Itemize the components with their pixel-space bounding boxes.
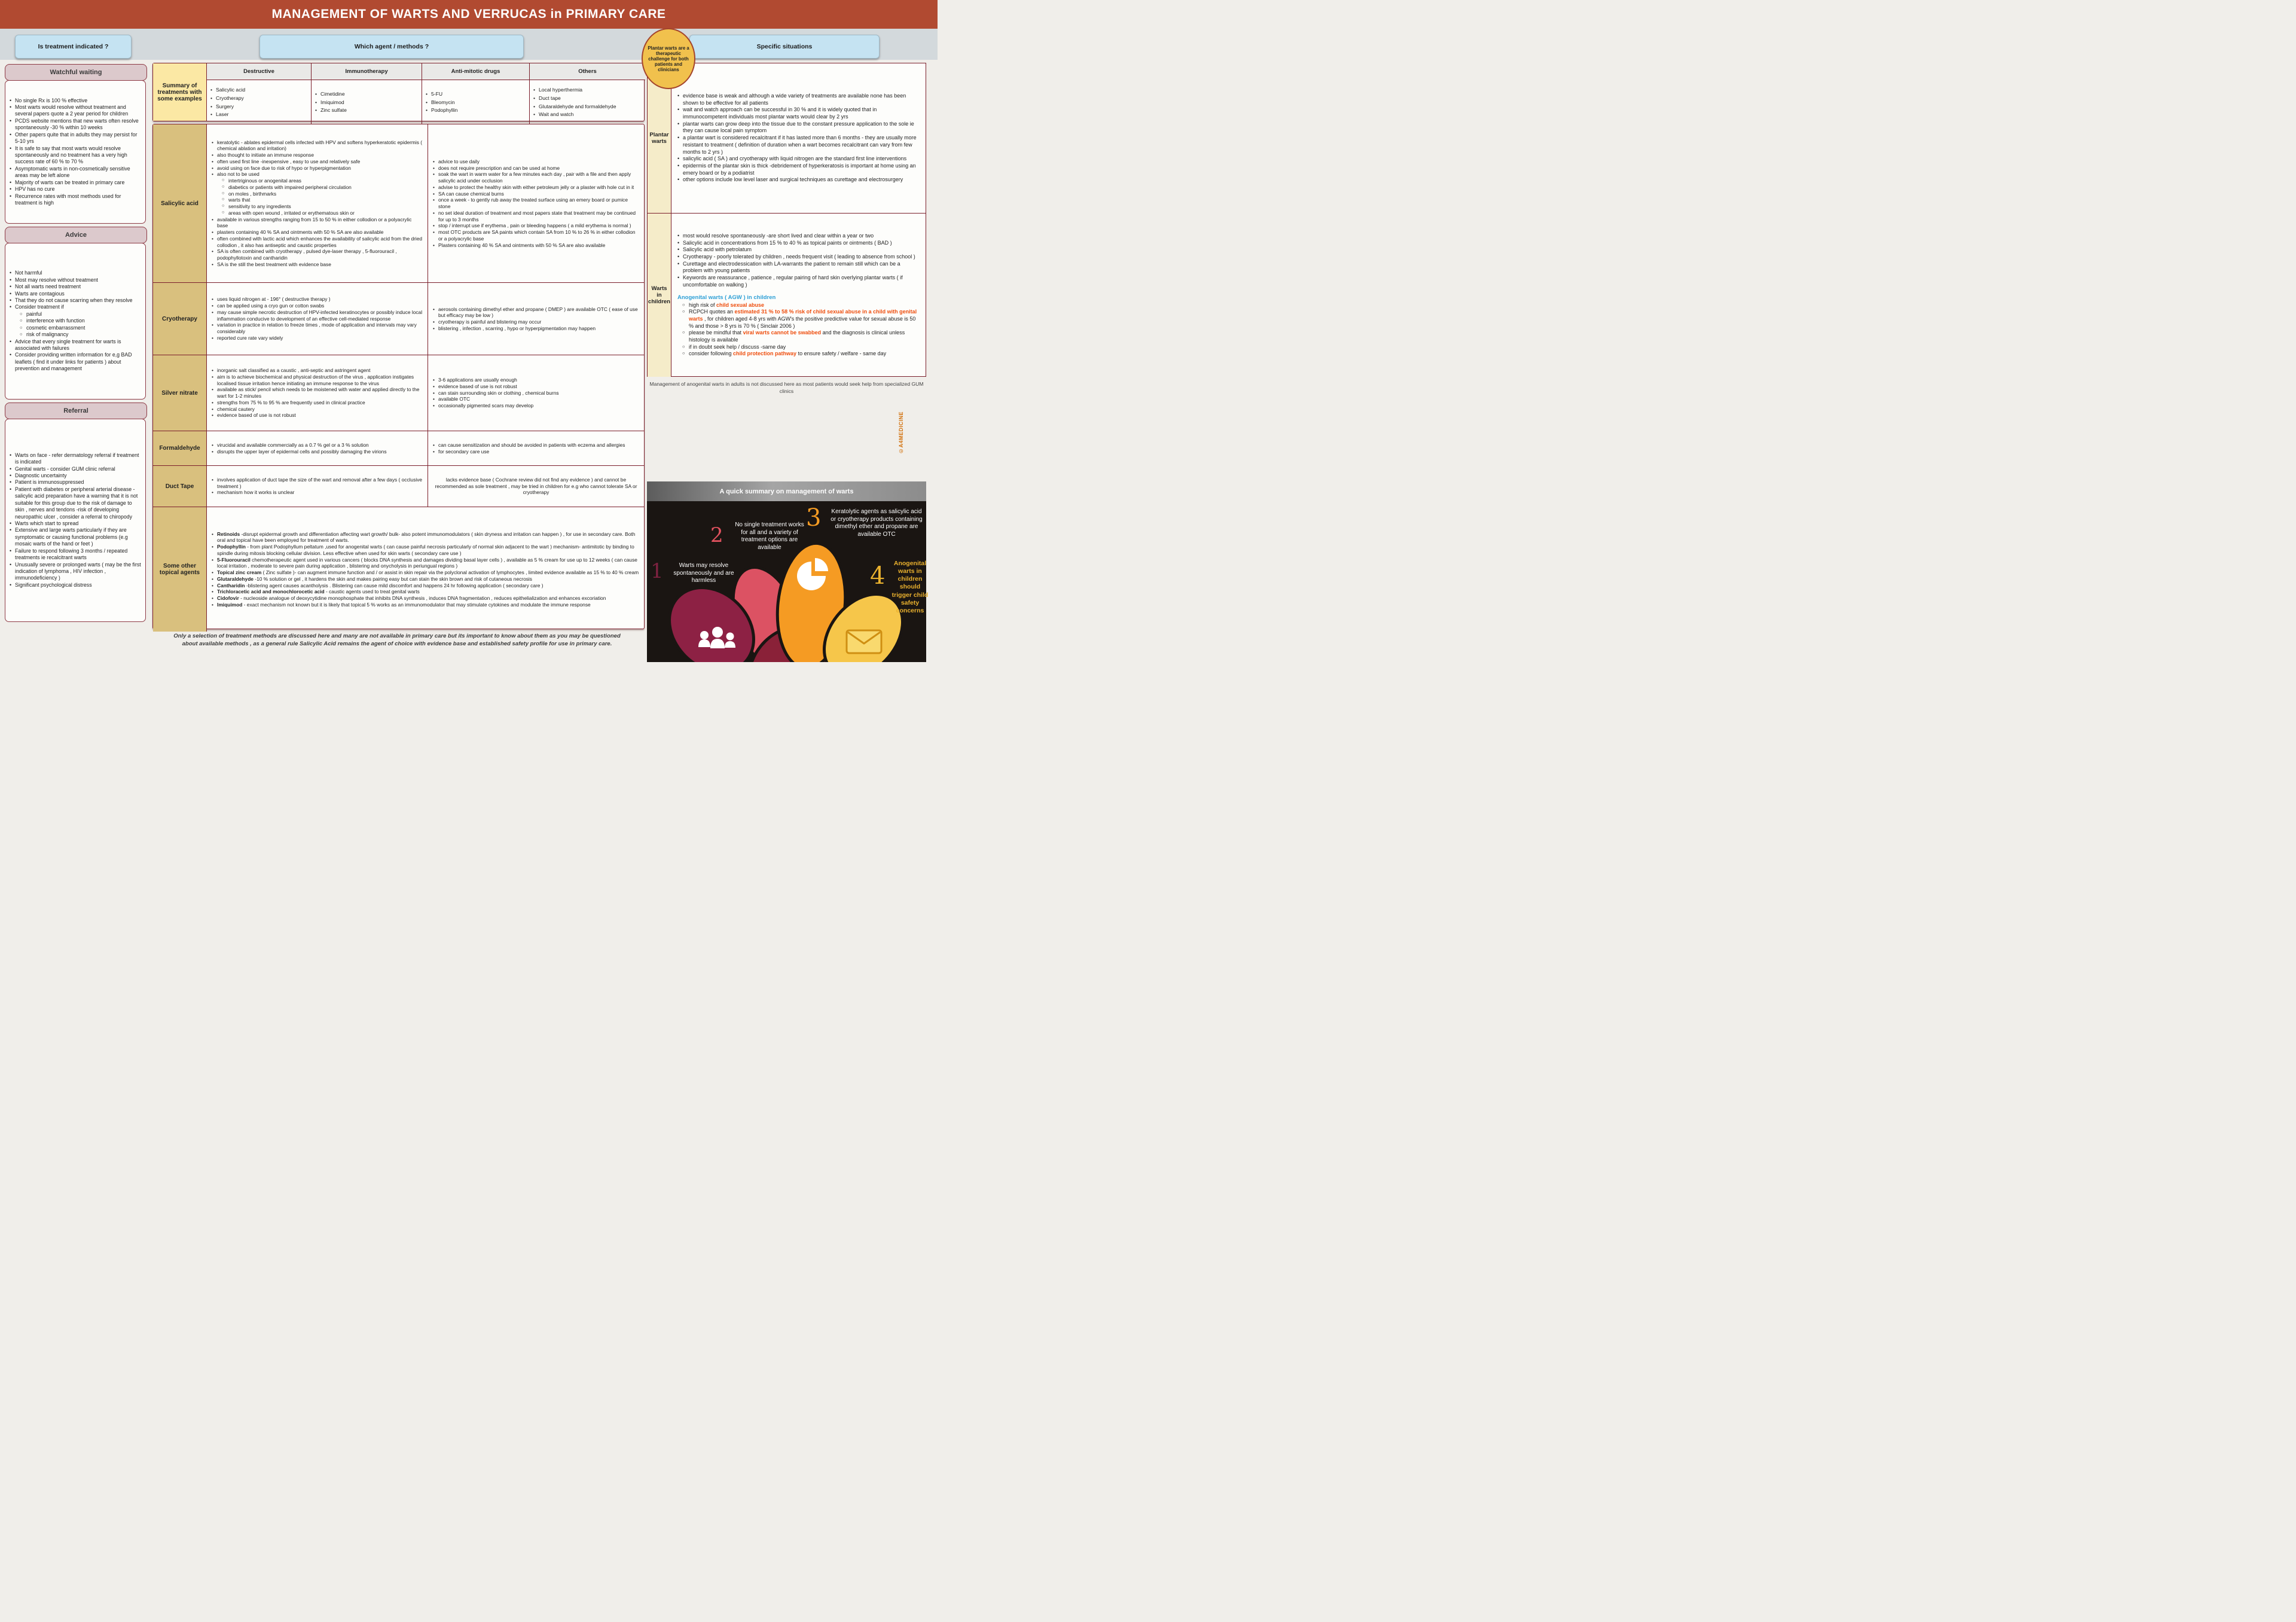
watchful-waiting-title: Watchful waiting [50, 69, 102, 76]
list-item [212, 557, 639, 570]
list-item: • strengths from 75 % to 95 % are frequently used in clinical practice [212, 400, 423, 406]
list-item: • 5-FU [426, 90, 457, 99]
list-item: • Imiquimod [315, 99, 347, 107]
list-item [212, 602, 639, 608]
list-item: • mechanism how it works is unclear [212, 489, 423, 496]
infographic-text-3: Keratolytic agents as salicylic acid or cryotherapy products containing dimethyl ether and propane are available OTC [831, 508, 923, 538]
text-segment: Cantharidin [217, 582, 245, 589]
formaldehyde-right-list [433, 442, 639, 455]
list-item: • Cimetidine [315, 90, 347, 99]
text-segment: -blistering agent causes acantholysis . Blistering can cause mild discomfort and happens 24 hr following application ( secondary care ) [245, 582, 544, 589]
list-item: • aim is to achieve biochemical and physical destruction of the virus , application instigates localised tissue irritation hence initiating an immune response to the virus [212, 374, 423, 387]
list-item: • Surgery [210, 103, 245, 111]
list-item: ○ painful [20, 311, 141, 318]
list-item: ○ risk of malignancy [20, 331, 141, 338]
list-item: • Most may resolve without treatment [10, 277, 141, 283]
list-item: ○ interference with function [20, 318, 141, 324]
text-segment: high risk of [689, 301, 717, 308]
list-item: • cryotherapy is painful and blistering may occur [433, 319, 639, 325]
section-header-label: Is treatment indicated ? [38, 43, 109, 50]
text-segment: Podophyllin [217, 544, 246, 550]
list-item: • most OTC products are SA paints which contain SA from 10 % to 26 % in either collodion or a polyacrylic base [433, 229, 639, 242]
list-item: • can stain surrounding skin or clothing , chemical burns [433, 390, 639, 397]
list-item: • variation in practice in relation to freeze times , mode of application and intervals may vary considerably [212, 322, 423, 335]
advice-panel [5, 243, 146, 400]
list-item: • involves application of duct tape the size of the wart and removal after a few days ( occlusive treatment ) [212, 477, 423, 490]
list-item: • Extensive and large warts particularly if they are symptomatic or causing functional problems (e.g mosaic warts of the hand or feet ) [10, 527, 141, 547]
text-segment: child protection pathway [733, 350, 797, 357]
list-item: • Other papers quite that in adults they may persist for 5-10 yrs [10, 132, 141, 145]
table-row-duct-tape [153, 465, 644, 507]
list-item: • uses liquid nitrogen at - 196° ( destructive therapy ) [212, 296, 423, 303]
infographic-text-4: Anogenital warts in children should trigger child safety concerns [891, 560, 929, 614]
text-segment: to ensure safety / welfare - same day [796, 350, 887, 357]
list-item: • often used first line -inexpensive , easy to use and relatively safe [212, 158, 423, 165]
row-label-duct-tape: Duct Tape [153, 466, 207, 507]
list-item: • inorganic salt classified as a caustic , anti-septic and astringent agent [212, 367, 423, 374]
cryotherapy-right-list [433, 306, 639, 332]
list-item: • Diagnostic uncertainty [10, 472, 141, 479]
list-item: • stop / interrupt use if erythema , pain or bleeding happens ( a mild erythema is normal ) [433, 222, 639, 229]
text-segment: -disrupt epidermal growth and differentiation affecting wart growth/ bulk- also potent immunomodulators ( skin dryness and irritation can happen ) , for use in secondary care. Both oral and topical have been employed for treatment of warts. [217, 530, 636, 544]
table-row-formaldehyde [153, 431, 644, 465]
silver-nitrate-left-list [212, 367, 423, 419]
list-item: • SA is the still the best treatment with evidence base [212, 261, 423, 268]
list-item: • available in various strengths ranging from 15 to 50 % in either collodion or a polyacrylic base [212, 217, 423, 230]
list-item: • Not all warts need treatment [10, 283, 141, 290]
list-item: • HPV has no cure [10, 186, 141, 193]
plantar-warts-list [677, 93, 920, 184]
duct-tape-left-list [212, 477, 423, 496]
envelope-icon [847, 630, 881, 653]
list-item: • Podophyllin [426, 106, 457, 115]
list-item: • evidence base is weak and although a wide variety of treatments are available none has been shown to be effective for all patients [677, 93, 920, 106]
table-row-cryotherapy [153, 282, 644, 355]
row-label-other-agents: Some other topical agents [153, 507, 207, 632]
list-item: • Warts which start to spread [10, 520, 141, 527]
list-item: • also not to be used ○ intertriginous or anogenital areas ○ diabetics or patients with impaired peripheral circulation ○ on moles , birthmarks ○ warts that ○ sensitivity to any ingredients ○ areas with open wound , irritated or erythematous skin or [212, 171, 423, 216]
list-item: • wait and watch approach can be successful in 30 % and it is widely quoted that in immunocompetent individuals most plantar warts would clear by 2 yrs [677, 106, 920, 120]
section-header-is-treatment-indicated [15, 35, 132, 59]
list-item: • Not harmful [10, 270, 141, 276]
advice-header [5, 227, 147, 243]
list-item: • blistering , infection , scarring , hypo or hyperpigmentation may happen [433, 325, 639, 332]
formaldehyde-left-list [212, 442, 423, 455]
list-item: • Consider providing written information for e,g BAD leaflets ( find it under links for patients ) about prevention and management [10, 352, 141, 372]
list-item [682, 309, 920, 330]
list-item: ○ areas with open wound , irritated or erythematous skin or [222, 210, 423, 217]
infographic-number-4: 4 [870, 562, 886, 590]
list-item: • Cryotherapy - poorly tolerated by children , needs frequent visit ( leading to absence from school ) [677, 254, 920, 261]
text-segment: RCPCH quotes an [689, 309, 735, 315]
list-item: • No single Rx is 100 % effective [10, 97, 141, 104]
list-item: • Plasters containing 40 % SA and ointments with 50 % SA are also available [433, 242, 639, 249]
watchful-waiting-panel [5, 80, 146, 224]
list-item: • may cause simple necrotic destruction of HPV-infected keratinocytes or possibly induce local inflammation conducive to development of an effective cell-mediated response [212, 309, 423, 322]
list-item: • available as stick/ pencil which needs to be moistened with water and applied directly to the wart for 1-2 minutes [212, 386, 423, 400]
list-item: • It is safe to say that most warts would resolve spontaneously and no treatment has a very high success rate of 60 % to 70 % [10, 145, 141, 166]
text-segment: Cidofovir [217, 595, 239, 601]
text-segment: -10 % solution or gel , it hardens the skin and makes pairing easy but can stain the skin brown and risk of cutaneous necrosis [253, 575, 532, 582]
specific-situations-table [647, 63, 926, 377]
list-item: • evidence based of use is not robust [433, 383, 639, 390]
list-item [212, 576, 639, 583]
list-item: • reported cure rate vary widely [212, 335, 423, 342]
list-item: • often combined with lactic acid which enhances the availability of salicylic acid from the dried collodion , it also has antiseptic and caustic properties [212, 236, 423, 249]
referral-list [10, 452, 141, 589]
list-item: • aerosols containing dimethyl ether and propane ( DMEP ) are available OTC ( ease of use but efficacy may be low ) [433, 306, 639, 319]
list-item [682, 344, 920, 351]
list-item: • no set ideal duration of treatment and most papers state that treatment may be continued for up to 3 months [433, 210, 639, 223]
title-banner [0, 0, 938, 29]
text-segment: ( Zinc sulfate )- can augment immune function and / or assist in skin repair via the polyclonal activation of lymphocytes , limited evidence available as 15 % to 40 % cream [261, 569, 639, 575]
list-item: • keratolytic - ablates epidermal cells infected with HPV and softens hyperkeratotic epidermis ( chemical ablation and irritation) [212, 139, 423, 153]
list-item: • can cause sensitization and should be avoided in patients with eczema and allergies [433, 442, 639, 449]
list-item: • Curettage and electrodessication with LA-warrants the patient to remain still which can be a problem with young patients [677, 261, 920, 275]
list-item: • most would resolve spontaneously -are short lived and clear within a year or two [677, 233, 920, 240]
salicylic-right-list [433, 158, 639, 249]
column-header-anti-mitotic: Anti-mitotic drugs [422, 63, 530, 80]
summary-row-label: Summary of treatments with some examples [153, 63, 207, 121]
callout-text: Plantar warts are a therapeutic challenge for both patients and clinicians [648, 45, 689, 72]
referral-title: Referral [63, 407, 88, 414]
infographic-number-2: 2 [710, 523, 723, 547]
list-item [682, 302, 920, 309]
table-row-plantar-warts [648, 63, 926, 213]
infographic-number-1: 1 [651, 559, 664, 583]
list-item: ○ sensitivity to any ingredients [222, 203, 423, 210]
immunotherapy-list [315, 90, 347, 115]
list-item: ○ diabetics or patients with impaired peripheral circulation [222, 184, 423, 191]
text-segment: Imiquimod [217, 601, 243, 608]
list-item: • Consider treatment if ○ painful ○ interference with function ○ cosmetic embarrassment ○ risk of malignancy [10, 304, 141, 338]
watchful-waiting-list [10, 97, 141, 207]
list-item: ○ warts that [222, 197, 423, 203]
list-item: • Most warts would resolve without treatment and several papers quote a 2 year period for children [10, 104, 141, 118]
list-item: • avoid using on face due to risk of hypo or hyperpigmentation [212, 165, 423, 172]
list-item: ○ cosmetic embarrassment [20, 325, 141, 331]
list-item: • available OTC [433, 396, 639, 403]
text-segment: and the diagnosis is clinical unless histology is available [689, 330, 905, 343]
table-row-silver-nitrate [153, 355, 644, 431]
list-item: • soak the wart in warm water for a few minutes each day , pair with a file and then apply salicylic acid under occlusion [433, 171, 639, 184]
list-item: • also thought to initiate an immune response [212, 152, 423, 158]
text-segment: - from plant Podophyllum peltatum ,used for anogenital warts ( can cause painful necrosis particularly of normal skin adjacent to the wart ) mechanism- antimitotic by binding to spindle during mitosis blocking cellular division. Less effective when used for skin warts ( secondary care use ) [217, 544, 634, 556]
infographic-text-2: No single treatment works for all and a variety of treatment options are available [735, 522, 804, 551]
list-item: • SA can cause chemical burns [433, 191, 639, 197]
anti-mitotic-list [426, 90, 457, 115]
list-item [682, 350, 920, 358]
text-segment: child sexual abuse [716, 301, 765, 308]
list-item: • Asymptomatic warts in non-cosmetically sensitive areas may be left alone [10, 166, 141, 179]
list-item: • occasionally pigmented scars may develop [433, 403, 639, 409]
list-item: • Bleomycin [426, 99, 457, 107]
advice-list [10, 270, 141, 372]
text-segment: 5-Fluorouracil [217, 556, 251, 563]
list-item [212, 531, 639, 544]
text-segment: Topical zinc cream [217, 569, 262, 575]
list-item: • advice to use daily [433, 158, 639, 165]
list-item [212, 569, 639, 576]
treatment-agents-table [152, 124, 645, 629]
list-item [682, 330, 920, 343]
list-item: • Failure to respond following 3 months / repeated treatments ie recalcitrant warts [10, 548, 141, 562]
copyright-watermark: ©A4MEDICINE [898, 411, 904, 455]
list-item: ○ on moles , birthmarks [222, 191, 423, 197]
text-segment: viral warts cannot be swabbed [743, 330, 822, 336]
text-segment: if in doubt seek help / discuss -same day [689, 343, 786, 350]
infographic-text-1: Warts may resolve spontaneously and are harmless [673, 562, 734, 584]
list-item: • Cryotherapy [210, 94, 245, 103]
duct-tape-note: lacks evidence base ( Cochrane review did not find any evidence ) and cannot be recommended as sole treatment , may be tried in children for e.g who cannot tolerate SA or cryotherapy [435, 476, 637, 496]
list-item: • does not require prescription and can be used at home [433, 165, 639, 172]
list-item: • Patient with diabetes or peripheral arterial disease - salicylic acid preparation have a warning that it is not suitable for this group due to the risk of damage to skin , nerves and tendons -risk of developing neuropathic ulcer , consider a referral to chiropody [10, 486, 141, 520]
list-item: • epidermis of the plantar skin is thick -debridement of hyperkeratosis is important at home using an emery board or by a podiatrist [677, 163, 920, 176]
text-segment: - nucleoside analogue of deoxycytidine monophosphate that inhibits DNA synthesis , induces DNA fragmentation , reduces epithelialization and enhances excoriation [239, 595, 606, 601]
list-item: • evidence based of use is not robust [212, 412, 423, 419]
cryotherapy-left-list [212, 296, 423, 341]
footnote: Only a selection of treatment methods are discussed here and many are not available in primary care but its important to know about them as you may be questioned about available methods , as a general rule Salicylic Acid remains the agent of choice with evidence base and established safety profile for use in primary care. [173, 633, 621, 647]
salicylic-left-list [212, 139, 423, 268]
list-item: • That they do not cause scarring when they resolve [10, 297, 141, 304]
summary-treatments-table [152, 63, 645, 121]
list-item: • a plantar wart is considered recalcitrant if it has lasted more than 6 months - they are usually more resistant to treatment ( definition of duration when a wart becomes recalcitrant can vary from few months to 2 yrs ) [677, 135, 920, 156]
section-header-specific-situations [689, 35, 880, 59]
list-item: • Duct tape [533, 94, 616, 103]
list-item: • Wait and watch [533, 111, 616, 119]
anogenital-adults-note: Management of anogenital warts in adults is not discussed here as most patients would seek help from specialized GUM clinics [649, 381, 924, 395]
list-item: • Warts are contagious [10, 291, 141, 297]
plantar-warts-callout [642, 28, 695, 89]
summary-header-row [207, 63, 645, 80]
column-header-immunotherapy: Immunotherapy [312, 63, 422, 80]
list-item: • Keywords are reassurance , patience , regular pairing of hard skin overlying plantar warts ( if uncomfortable on walking ) [677, 275, 920, 288]
list-item: • Majority of warts can be treated in primary care [10, 179, 141, 186]
text-segment: Glutaraldehyde [217, 575, 254, 582]
list-item: • Unusually severe or prolonged warts ( may be the first indication of lymphoma , HIV infection , immunodeficiency ) [10, 562, 141, 582]
list-item: • plasters containing 40 % SA and ointments with 50 % SA are also available [212, 229, 423, 236]
row-label-plantar-warts: Plantar warts [648, 63, 671, 213]
silver-nitrate-right-list [433, 377, 639, 409]
list-item [212, 583, 639, 589]
list-item: • Glutaraldehyde and formaldehyde [533, 103, 616, 111]
destructive-list [210, 86, 245, 119]
summary-body-row [207, 80, 645, 121]
row-label-warts-in-children: Warts in children [648, 214, 671, 377]
section-header-label: Which agent / methods ? [354, 43, 429, 50]
row-label-salicylic-acid: Salicylic acid [153, 124, 207, 282]
page-title: MANAGEMENT OF WARTS AND VERRUCAS in PRIMARY CARE [271, 7, 666, 21]
text-segment: please be mindful that [689, 330, 743, 336]
list-item: • can be applied using a cryo gun or cotton swabs [212, 303, 423, 309]
column-header-destructive: Destructive [207, 63, 312, 80]
infographic-title: A quick summary on management of warts [647, 481, 926, 501]
text-segment: , for children aged 4-8 yrs with AGW's the positive predictive value for sexual abuse is 50 % and those > 8 yrs is 70 % ( Sinclair 2006 ) [689, 316, 916, 329]
list-item [212, 589, 639, 595]
list-item: • Salicylic acid [210, 86, 245, 94]
list-item: • Patient is immunosuppressed [10, 479, 141, 486]
list-item: • for secondary care use [433, 449, 639, 455]
sub-list [15, 311, 141, 339]
other-agents-list [212, 531, 639, 608]
referral-header [5, 403, 147, 419]
list-item: • SA is often combined with cryotherapy , pulsed dye-laser therapy , 5-fluorouracil , podophyllotoxin and cantharidin [212, 248, 423, 261]
list-item: • Recurrence rates with most methods used for treatment is high [10, 193, 141, 207]
list-item: • Laser [210, 111, 245, 119]
list-item: • 3-6 applications are usually enough [433, 377, 639, 383]
list-item: • Advice that every single treatment for warts is associated with failures [10, 339, 141, 352]
list-item: • Local hyperthermia [533, 86, 616, 94]
column-header-others: Others [530, 63, 645, 80]
text-segment: chemotherapeutic agent used in various cancers ( blocks DNA synthesis and damages dividing basal layer cells ) , available as 5 % cream for use up to 12 weeks ( can cause local irritation , moderate to severe pain during application , blistering and onycholysis in periungual regions ) [217, 556, 637, 569]
list-item: • PCDS website mentions that new warts often resolve spontaneously -30 % within 10 weeks [10, 118, 141, 132]
table-row-other-topical-agents [153, 507, 644, 632]
agw-heading: Anogenital warts ( AGW ) in children [677, 294, 776, 301]
section-header-label: Specific situations [756, 43, 813, 50]
others-list [533, 86, 616, 119]
row-label-silver-nitrate: Silver nitrate [153, 355, 207, 431]
text-segment: Retinoids [217, 530, 240, 537]
watchful-waiting-header [5, 64, 147, 81]
text-segment: - exact mechanism not known but it is likely that topical 5 % works as an immunomodulator that may stimulate cytokines and modulate the immune response [242, 601, 591, 608]
list-item: • chemical cautery [212, 406, 423, 413]
infographic-number-3: 3 [806, 504, 822, 532]
table-row-salicylic-acid [153, 124, 644, 282]
row-label-formaldehyde: Formaldehyde [153, 431, 207, 465]
list-item: • other options include low level laser and surgical techniques as curettage and electrosurgery [677, 176, 920, 184]
text-segment: - caustic agents used to treat genital warts [324, 589, 420, 595]
list-item [212, 544, 639, 557]
list-item: • Warts on face - refer dermatology referral if treatment is indicated [10, 452, 141, 466]
list-item: • advise to protect the healthy skin with either petroleum jelly or a plaster with hole cut in it [433, 184, 639, 191]
list-item: • Zinc sulfate [315, 106, 347, 115]
sub-list [217, 178, 423, 217]
list-item: • Salicylic acid with petrolatum [677, 246, 920, 254]
list-item: • Salicylic acid in concentrations from 15 % to 40 % as topical paints or ointments ( BAD ) [677, 240, 920, 247]
warts-in-children-list [677, 233, 920, 289]
section-header-which-agent [259, 35, 524, 59]
list-item: • Significant psychological distress [10, 582, 141, 589]
text-segment: estimated 31 % to 58 % risk of child sexual abuse in a child with genital warts [689, 309, 917, 322]
row-label-cryotherapy: Cryotherapy [153, 283, 207, 355]
list-item: • disrupts the upper layer of epidermal cells and possibly damaging the virions [212, 449, 423, 455]
text-segment: consider following [689, 350, 734, 357]
referral-panel [5, 419, 146, 622]
list-item: ○ intertriginous or anogenital areas [222, 178, 423, 184]
list-item [212, 595, 639, 602]
agw-list [677, 302, 920, 358]
list-item: • virucidal and available commercially as a 0.7 % gel or a 3 % solution [212, 442, 423, 449]
text-segment: Trichloracetic acid and monochlorocetic acid [217, 589, 325, 595]
list-item: • salicylic acid ( SA ) and cryotherapy with liquid nitrogen are the standard first line interventions [677, 156, 920, 163]
list-item: • once a week - to gently rub away the treated surface using an emery board or pumice stone [433, 197, 639, 210]
list-item: • plantar warts can grow deep into the tissue due to the constant pressure application to the sole ie they can cause local pain symptom [677, 121, 920, 135]
list-item: • Genital warts - consider GUM clinic referral [10, 466, 141, 472]
advice-title: Advice [65, 231, 87, 239]
table-row-warts-in-children [648, 213, 926, 377]
